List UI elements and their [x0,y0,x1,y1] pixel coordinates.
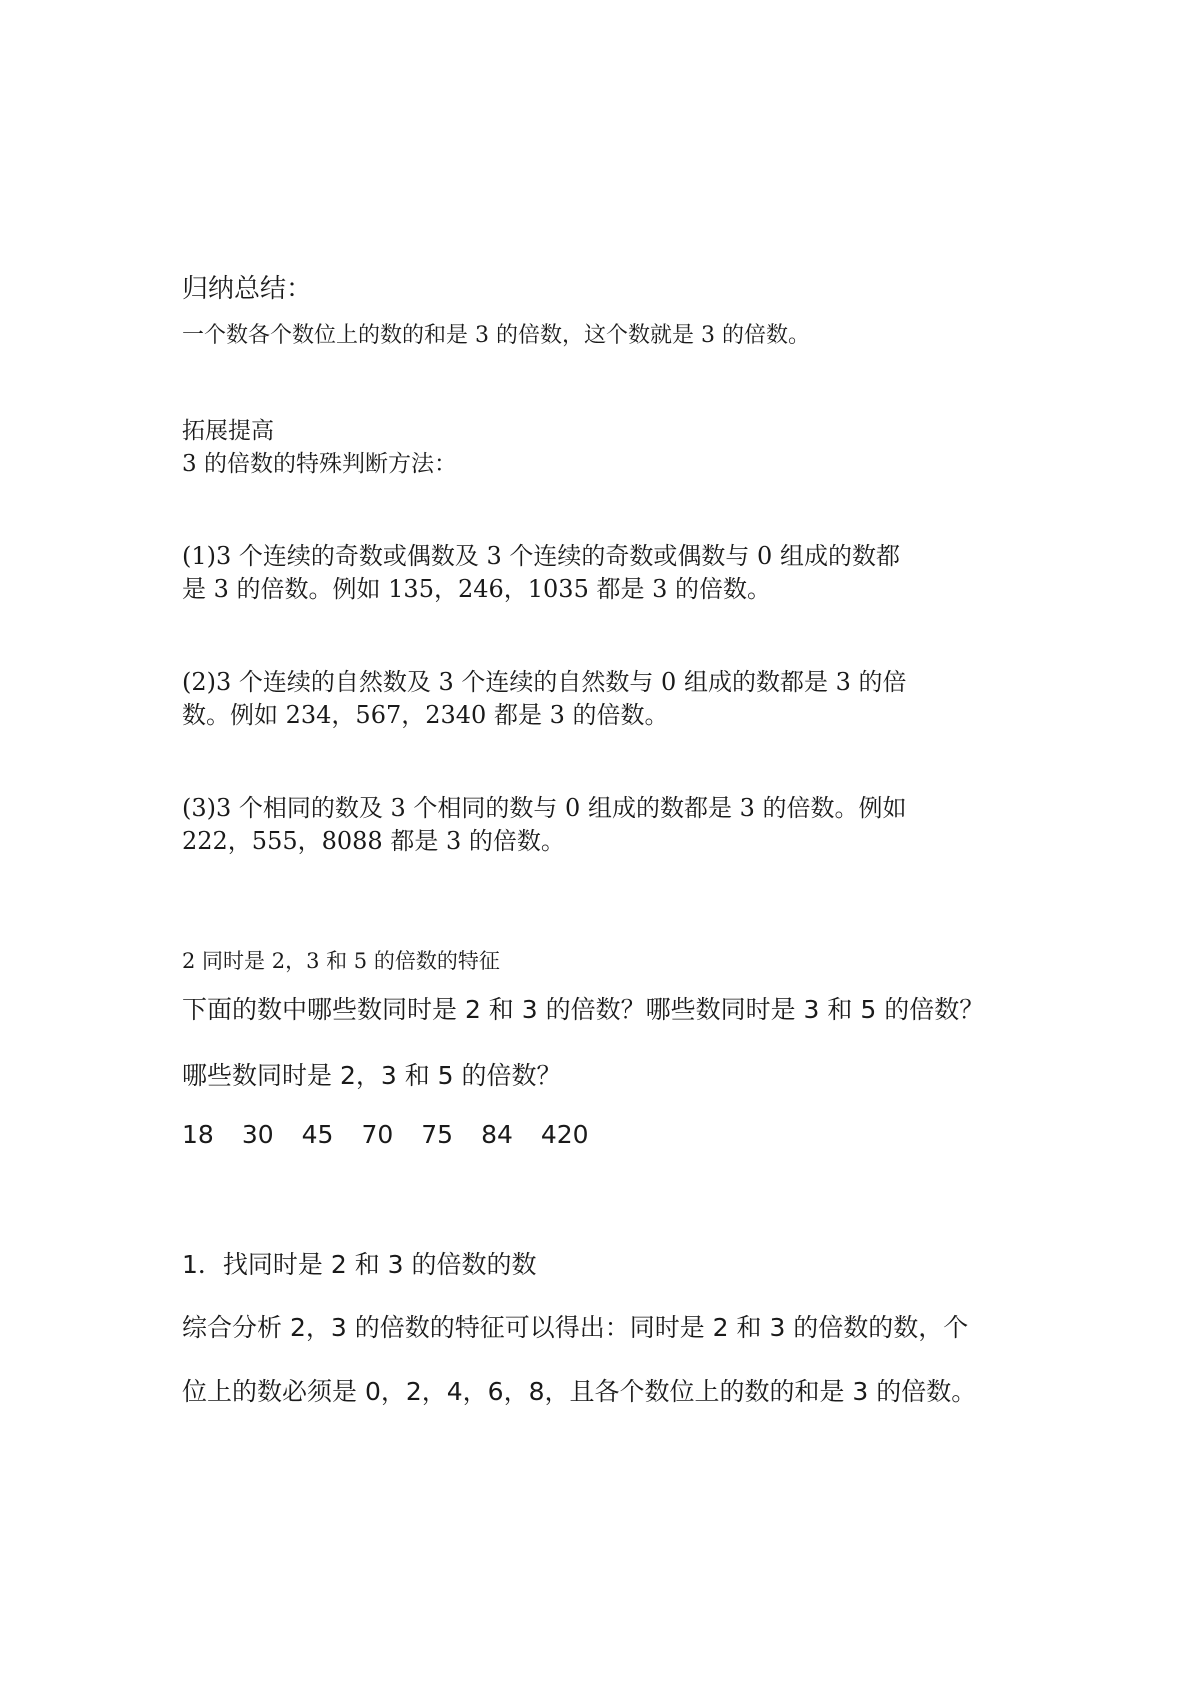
rule-1-line-2: 是 3 的倍数。例如 135，246，1035 都是 3 的倍数。 [182,575,772,603]
rule-1-line-1: (1)3 个连续的奇数或偶数及 3 个连续的奇数或偶数与 0 组成的数都 [182,542,900,570]
step-title: 1．找同时是 2 和 3 的倍数的数 [182,1250,537,1279]
extension-title: 拓展提高 [182,418,274,444]
number-item: 70 [361,1120,394,1149]
rule-2-line-2: 数。例如 234，567，2340 都是 3 的倍数。 [182,701,669,729]
analysis-line-1: 综合分析 2，3 的倍数的特征可以得出：同时是 2 和 3 的倍数的数，个 [182,1313,969,1342]
rule-2-line-1: (2)3 个连续的自然数及 3 个连续的自然数与 0 组成的数都是 3 的倍 [182,668,907,696]
summary-text: 一个数各个数位上的数的和是 3 的倍数，这个数就是 3 的倍数。 [182,323,810,348]
number-item: 45 [301,1120,334,1149]
question-line-1: 下面的数中哪些数同时是 2 和 3 的倍数？哪些数同时是 3 和 5 的倍数？ [182,995,985,1024]
rule-3-line-1: (3)3 个相同的数及 3 个相同的数与 0 组成的数都是 3 的倍数。例如 [182,794,907,822]
summary-heading: 归纳总结： [182,274,313,304]
question-line-2: 哪些数同时是 2，3 和 5 的倍数？ [182,1061,562,1090]
analysis-line-2: 位上的数必须是 0，2，4，6，8，且各个数位上的数的和是 3 的倍数。 [182,1377,977,1406]
number-item: 84 [481,1120,513,1149]
rule-3-line-2: 222，555，8088 都是 3 的倍数。 [182,827,565,855]
section-title: 2 同时是 2，3 和 5 的倍数的特征 [182,949,500,973]
extension-subtitle: 3 的倍数的特殊判断方法： [182,451,457,477]
number-list [182,1120,617,1149]
number-item: 30 [241,1120,274,1149]
number-item: 75 [421,1120,454,1149]
number-item: 420 [540,1120,589,1149]
number-item: 18 [182,1120,214,1149]
